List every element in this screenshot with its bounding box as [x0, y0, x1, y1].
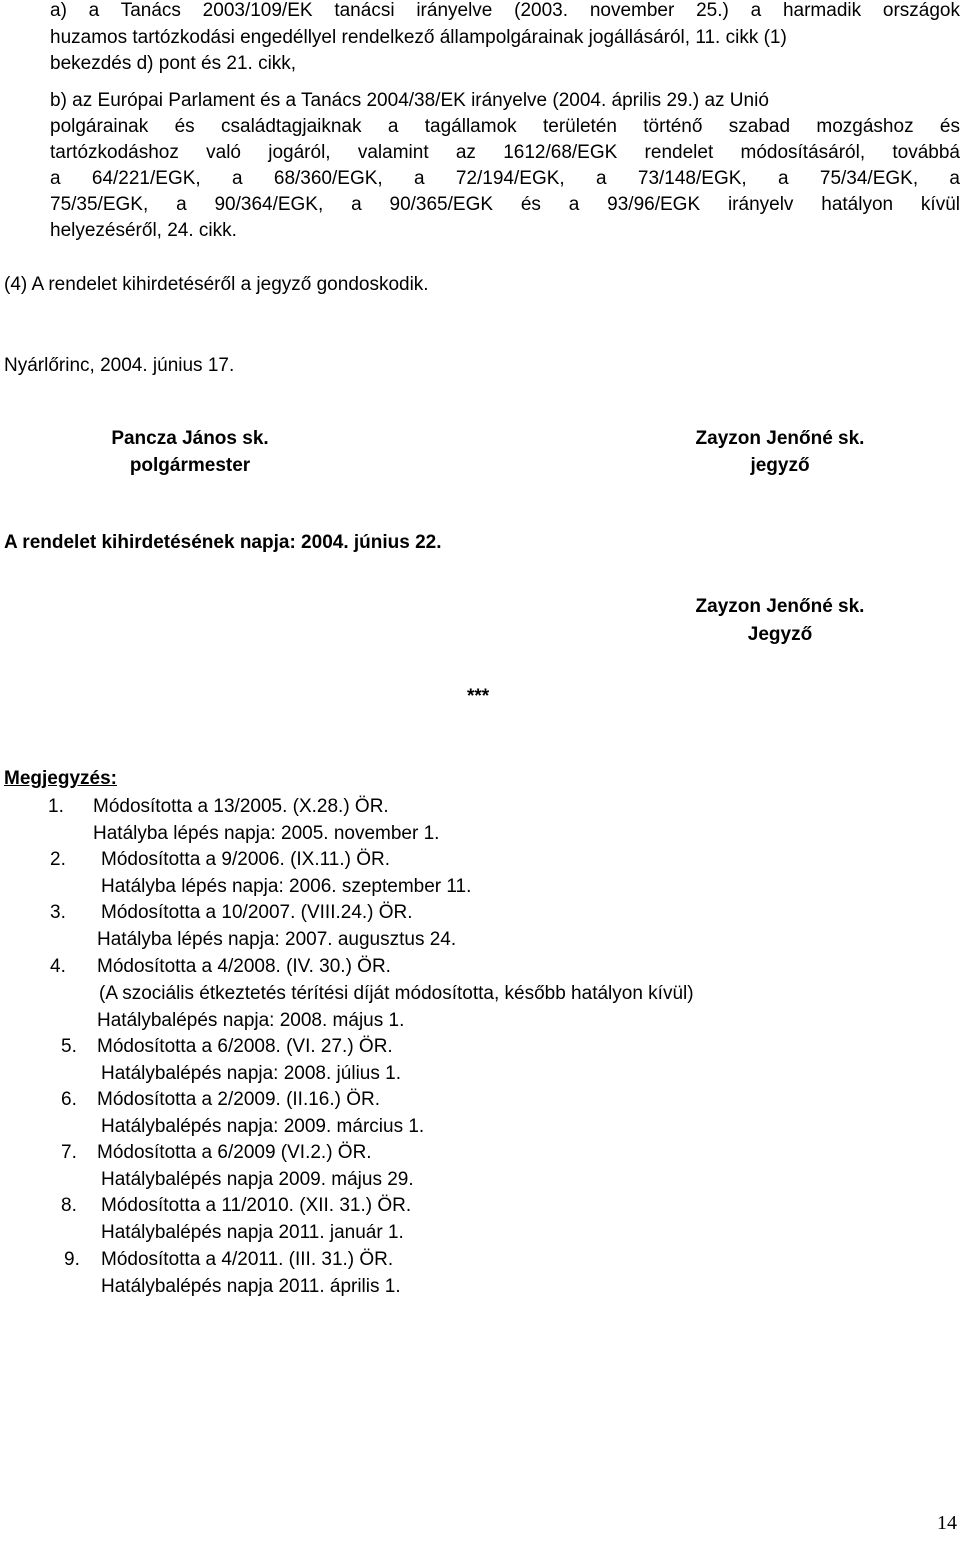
note-4-effective: Hatálybalépés napja: 2008. május 1.	[97, 1010, 405, 1031]
note-3-amendment: Módosította a 10/2007. (VIII.24.) ÖR.	[101, 902, 413, 923]
note-2-effective: Hatályba lépés napja: 2006. szeptember 11.	[101, 876, 472, 897]
item-b-line-6: helyezéséről, 24. cikk.	[50, 220, 237, 241]
note-9-effective: Hatálybalépés napja 2011. április 1.	[101, 1276, 401, 1297]
note-5-amendment: Módosította a 6/2008. (VI. 27.) ÖR.	[97, 1036, 393, 1057]
notary-title: jegyző	[750, 455, 810, 476]
note-number: 3.	[50, 902, 66, 923]
note-9-amendment: Módosította a 4/2011. (III. 31.) ÖR.	[101, 1249, 394, 1270]
item-a-line-3: bekezdés d) pont és 21. cikk,	[50, 53, 297, 74]
note-3-effective: Hatályba lépés napja: 2007. augusztus 24.	[97, 929, 457, 950]
note-number: 9.	[64, 1249, 80, 1270]
mayor-title: polgármester	[129, 455, 251, 476]
item-b-line-1: b) az Európai Parlament és a Tanács 2004/38/EK irányelve (2004. április 29.) az Unió	[50, 90, 769, 111]
page-number: 14	[937, 1512, 957, 1534]
item-a-line-1: a) a Tanács 2003/109/EK tanácsi irányelve (2003. november 25.) a harmadik országok	[50, 0, 960, 21]
note-number: 5.	[61, 1036, 77, 1057]
item-a-line-2: huzamos tartózkodási engedéllyel rendelkező állampolgárainak jogállásáról, 11. cikk (1)	[50, 27, 787, 48]
note-7-effective: Hatálybalépés napja 2009. május 29.	[101, 1169, 414, 1190]
note-4-remark: (A szociális étkeztetés térítési díját módosította, később hatályon kívül)	[99, 983, 694, 1004]
mayor-name: Pancza János sk.	[111, 428, 269, 449]
note-5-effective: Hatálybalépés napja: 2008. július 1.	[101, 1063, 401, 1084]
note-number: 8.	[61, 1195, 77, 1216]
notes-heading: Megjegyzés:	[4, 768, 117, 789]
place-date: Nyárlőrinc, 2004. június 17.	[4, 355, 235, 376]
note-7-amendment: Módosította a 6/2009 (VI.2.) ÖR.	[97, 1142, 372, 1163]
promulgation-date: A rendelet kihirdetésének napja: 2004. június 22.	[4, 532, 442, 553]
note-number: 7.	[61, 1142, 77, 1163]
note-8-amendment: Módosította a 11/2010. (XII. 31.) ÖR.	[101, 1195, 412, 1216]
item-b-line-3: tartózkodáshoz való jogáról, valamint az 1612/68/EGK rendelet módosításáról, továbbá	[50, 142, 960, 163]
note-number: 6.	[61, 1089, 77, 1110]
note-2-amendment: Módosította a 9/2006. (IX.11.) ÖR.	[101, 849, 391, 870]
paragraph-4: (4) A rendelet kihirdetéséről a jegyző gondoskodik.	[4, 274, 429, 295]
note-4-amendment: Módosította a 4/2008. (IV. 30.) ÖR.	[97, 956, 391, 977]
note-1-amendment: Módosította a 13/2005. (X.28.) ÖR.	[93, 796, 389, 817]
note-6-amendment: Módosította a 2/2009. (II.16.) ÖR.	[97, 1089, 381, 1110]
item-b-line-4: a 64/221/EGK, a 68/360/EGK, a 72/194/EGK, a 73/148/EGK, a 75/34/EGK, a	[50, 168, 960, 189]
note-6-effective: Hatálybalépés napja: 2009. március 1.	[101, 1116, 425, 1137]
item-b-line-5: 75/35/EGK, a 90/364/EGK, a 90/365/EGK és a 93/96/EGK irányelv hatályon kívül	[50, 194, 960, 215]
separator-asterisks: ***	[467, 686, 490, 707]
note-number: 4.	[50, 956, 66, 977]
second-notary-name: Zayzon Jenőné sk.	[695, 596, 865, 617]
item-b-line-2: polgárainak és családtagjaiknak a tagállamok területén történő szabad mozgáshoz és	[50, 116, 960, 137]
note-number: 1.	[48, 796, 64, 817]
note-number: 2.	[50, 849, 66, 870]
second-notary-title: Jegyző	[747, 624, 813, 645]
note-8-effective: Hatálybalépés napja 2011. január 1.	[101, 1222, 404, 1243]
notary-name: Zayzon Jenőné sk.	[695, 428, 865, 449]
note-1-effective: Hatályba lépés napja: 2005. november 1.	[93, 823, 440, 844]
